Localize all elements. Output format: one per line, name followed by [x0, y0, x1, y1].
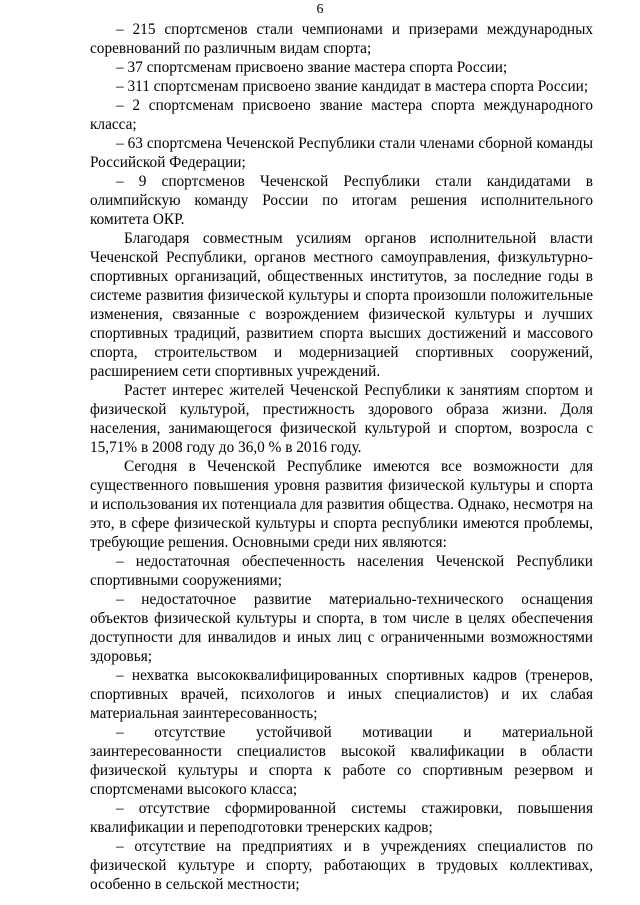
problem-item-equipment: – недостаточное развитие материально-технического оснащения объектов физической культуры и спорта, в том числе в целях обеспечения доступности для инвалидов и иных лиц с ограниченными возможностями здоровья;: [90, 591, 593, 665]
paragraph-joint-efforts: Благодаря совместным усилиям органов исполнительной власти Чеченской Республики, органов местного самоуправления, физкультурно-спортивных организаций, общественных институтов, за последние годы в системе развития физической культуры и спорта произошли положительные изменения, связанные с возрождением физической культуры и лучших спортивных традиций, развитием спорта высших достижений и массового спорта, строительством и модернизацией спортивных сооружений, расширением сети спортивных учреждений.: [90, 230, 593, 380]
problem-item-motivation: – отсутствие устойчивой мотивации и материальной заинтересованности специалистов высокой квалификации в области физической культуры и спорта к работе со спортивным резервом и спортсменами высокого класса;: [90, 724, 593, 798]
paragraph-masters-of-sport: – 37 спортсменам присвоено звание мастера спорта России;: [116, 59, 508, 76]
paragraph-olympic-candidates: – 9 спортсменов Чеченской Республики стали кандидатами в олимпийскую команду России по итогам решения исполнительного комитета ОКР.: [90, 173, 593, 228]
document-body: [90, 20, 593, 894]
paragraph-international-masters: – 2 спортсменам присвоено звание мастера спорта международного класса;: [90, 97, 593, 133]
paragraph-champions: – 215 спортсменов стали чемпионами и призерами международных соревнований по различным видам спорта;: [90, 21, 593, 57]
problem-item-workplace-specialists: – отсутствие на предприятиях и в учреждениях специалистов по физической культуре и спорту, работающих в трудовых коллективах, особенно в сельской местности;: [90, 838, 593, 893]
paragraph-growing-interest: Растет интерес жителей Чеченской Республики к занятиям спортом и физической культурой, престижность здорового образа жизни. Доля населения, занимающегося физической культурой и спортом, возросла с 15,71% в 2008 году до 36,0 % в 2016 году.: [90, 382, 593, 456]
page-number: 6: [316, 2, 324, 17]
paragraph-problems-intro: Сегодня в Чеченской Республике имеются все возможности для существенного повышения уровня развития физической культуры и спорта и использования их потенциала для развития общества. Однако, несмотря на это, в сфере физической культуры и спорта республики имеются проблемы, требующие решения. Основными среди них являются:: [90, 458, 593, 551]
paragraph-national-team: – 63 спортсмена Чеченской Республики стали членами сборной команды Российской Федерации;: [90, 135, 593, 171]
problem-item-staff-shortage: – нехватка высококвалифицированных спортивных кадров (тренеров, спортивных врачей, психологов и иных специалистов) и их слабая материальная заинтересованность;: [90, 667, 593, 722]
paragraph-candidate-masters: – 311 спортсменам присвоено звание кандидат в мастера спорта России;: [116, 78, 589, 95]
problem-item-facilities: – недостаточная обеспеченность населения Чеченской Республики спортивными сооружениями;: [90, 553, 593, 589]
problem-item-training-system: – отсутствие сформированной системы стажировки, повышения квалификации и переподготовки тренерских кадров;: [90, 800, 593, 836]
